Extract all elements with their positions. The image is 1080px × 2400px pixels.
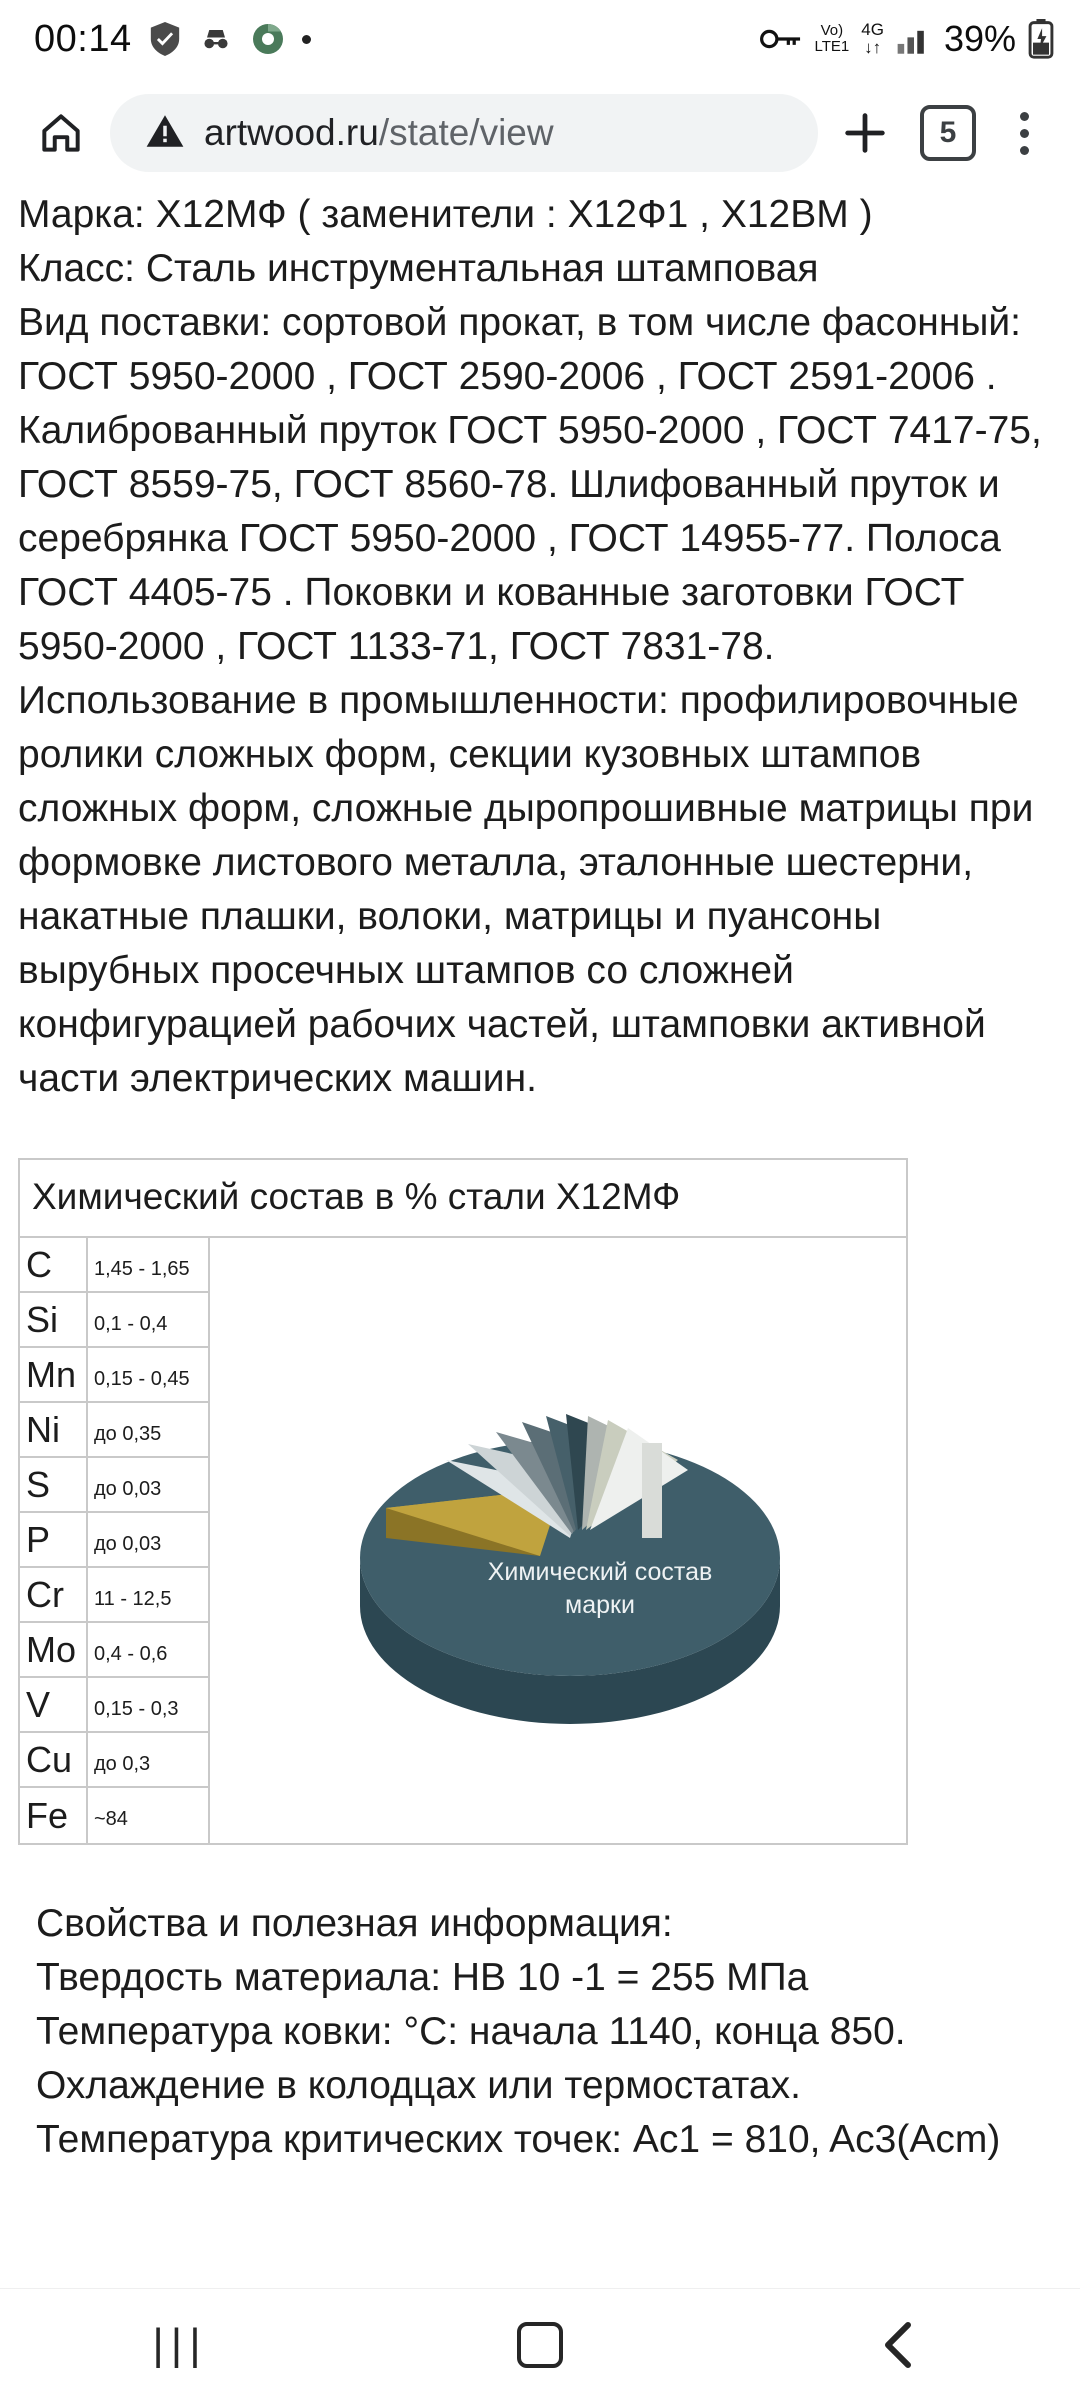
browser-icon — [250, 21, 286, 57]
table-row — [20, 1733, 208, 1788]
home-icon[interactable] — [22, 94, 100, 172]
table-row — [20, 1623, 208, 1678]
vpn-key-icon — [759, 25, 803, 53]
table-row — [20, 1513, 208, 1568]
element-symbol: C — [20, 1238, 88, 1291]
clipped-line: Марка: Х12МФ ( заменители : Х12Ф1 , Х12ВМ ) — [18, 193, 873, 236]
plus-icon[interactable] — [828, 96, 902, 170]
element-symbol: Cr — [20, 1568, 88, 1621]
element-value: до 0,03 — [94, 1533, 162, 1555]
element-value: 0,1 - 0,4 — [94, 1313, 168, 1335]
properties-section — [18, 1897, 1062, 2167]
spacer — [18, 1106, 1062, 1158]
element-symbol: V — [20, 1678, 88, 1731]
element-symbol: Cu — [20, 1733, 88, 1786]
back-chevron-icon[interactable] — [830, 2289, 970, 2400]
webpage-viewport[interactable] — [0, 188, 1080, 2316]
tab-count-label: 5 — [939, 116, 957, 149]
paragraph-usage: Использование в промышленности: профилировочные ролики сложных форм, секции кузовных штампов сложных форм, сложные дыропрошивные матрицы при формовке листового металла, эталонные шестерни, накатные плашки, волоки, матрицы и пуансоны вырубных просечных штампов со сложней конфигурацией рабочих частей, штамповки активной части электрических машин. — [18, 679, 1034, 1100]
pie-graphic — [210, 1238, 908, 1848]
pie-svg — [210, 1238, 908, 1848]
tab-counter-button[interactable] — [920, 105, 976, 161]
table-row — [20, 1458, 208, 1513]
hardness-line: Твердость материала: HB 10 -1 = 255 МПа — [36, 1956, 809, 1999]
three-dot-menu-icon[interactable] — [994, 96, 1054, 170]
chart-title: Химический состав в % стали Х12МФ — [20, 1160, 906, 1238]
network-type-indicator: 4G ↓↑ — [861, 20, 884, 57]
chart-body — [20, 1238, 906, 1843]
element-value: до 0,35 — [94, 1423, 162, 1445]
status-bar-left — [34, 18, 311, 61]
element-symbol: Mo — [20, 1623, 88, 1676]
address-bar-url — [204, 112, 554, 154]
incognito-icon — [198, 21, 234, 57]
element-symbol: Ni — [20, 1403, 88, 1456]
table-row — [20, 1568, 208, 1623]
battery-icon — [1028, 19, 1054, 59]
paragraph-class: Класс: Сталь инструментальная штамповая — [18, 247, 819, 290]
element-value: до 0,03 — [94, 1478, 162, 1500]
table-row — [20, 1238, 208, 1293]
url-host: artwood.ru — [204, 112, 379, 153]
dot-icon — [302, 35, 311, 44]
element-value: 11 - 12,5 — [94, 1588, 172, 1610]
element-symbol: S — [20, 1458, 88, 1511]
chemical-composition-block — [18, 1158, 908, 1845]
article-body — [0, 188, 1080, 2167]
element-value: 1,45 - 1,65 — [94, 1258, 190, 1280]
table-row — [20, 1293, 208, 1348]
element-value: ~84 — [94, 1808, 128, 1830]
url-path: /state/view — [378, 112, 554, 153]
element-symbol: Fe — [20, 1788, 88, 1843]
table-row — [20, 1678, 208, 1733]
recents-icon[interactable]: ||| — [152, 2319, 208, 2369]
element-symbol: P — [20, 1513, 88, 1566]
table-row — [20, 1403, 208, 1458]
browser-toolbar — [0, 78, 1080, 188]
element-value: 0,15 - 0,45 — [94, 1368, 190, 1390]
forging-temp-line: Температура ковки: °C: начала 1140, конца 850. — [36, 2010, 906, 2053]
element-value: до 0,3 — [94, 1753, 151, 1775]
element-symbol: Mn — [20, 1348, 88, 1401]
spacer-2 — [18, 1845, 1062, 1897]
table-row — [20, 1788, 208, 1843]
paragraph-supply: Вид поставки: сортовой прокат, в том числе фасонный: ГОСТ 5950-2000 , ГОСТ 2590-2006 , ГОСТ 2591-2006 . Калиброванный пруток ГОСТ 5950-2000 , ГОСТ 7417-75, ГОСТ 8559-75, ГОСТ 8560-78. Шлифованный пруток и серебрянка ГОСТ 5950-2000 , ГОСТ 14955-77. Полоса ГОСТ 4405-75 . Поковки и кованные заготовки ГОСТ 5950-2000 , ГОСТ 1133-71, ГОСТ 7831-78. — [18, 301, 1042, 668]
status-bar — [0, 0, 1080, 78]
home-square-icon[interactable] — [470, 2289, 610, 2400]
android-nav-bar — [0, 2288, 1080, 2400]
battery-percent: 39% — [943, 18, 1016, 59]
element-symbol: Si — [20, 1293, 88, 1346]
volte-indicator: Vo) LTE1 — [814, 22, 850, 55]
table-row — [20, 1348, 208, 1403]
cooling-line: Охлаждение в колодцах или термостатах. — [36, 2064, 801, 2107]
status-clock: 00:14 — [34, 17, 132, 60]
composition-table — [20, 1238, 210, 1843]
critical-points-line: Температура критических точек: Ac1 = 810, Ac3(Acm) — [36, 2118, 1001, 2161]
pie-center-label: Химический состав марки — [487, 1558, 713, 1619]
element-value: 0,4 - 0,6 — [94, 1643, 168, 1665]
shield-icon — [148, 20, 182, 58]
element-value: 0,15 - 0,3 — [94, 1698, 179, 1720]
signal-icon — [896, 22, 932, 56]
status-bar-right — [759, 18, 1055, 60]
address-bar[interactable] — [110, 94, 818, 172]
warning-triangle-icon — [144, 110, 186, 157]
pie-chart — [210, 1238, 906, 1843]
properties-heading: Свойства и полезная информация: — [36, 1902, 673, 1945]
